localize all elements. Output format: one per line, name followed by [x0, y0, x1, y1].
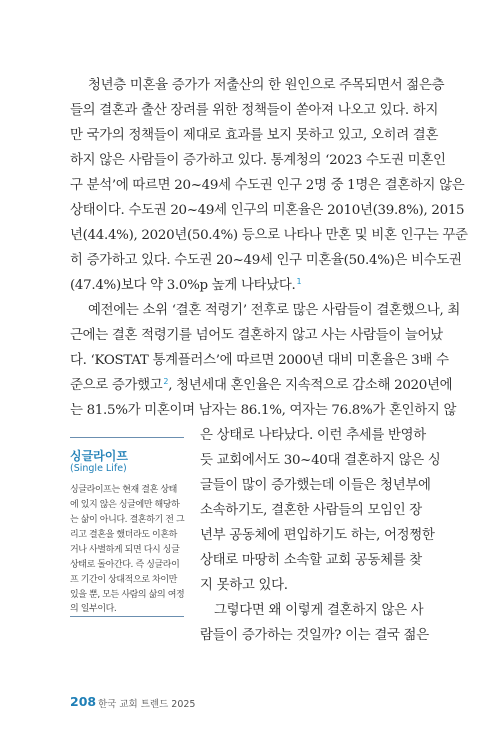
sidebar-subtitle: (Single Life): [70, 463, 127, 474]
sidebar-line-7: 프 기간이 상대적으로 차이만: [70, 575, 177, 585]
sidebar-line-9: 의 일부이다.: [70, 604, 117, 614]
paragraph-1-line-4: 하지 않은 사람들이 증가하고 있다. 통계청의 ‘2023 수도권 미혼인: [70, 153, 446, 168]
paragraph-2-line-4-head: 준으로 증가했고: [70, 378, 163, 393]
page-number: 208: [70, 694, 97, 709]
narrow-line-4: 소속하기도, 결혼한 사람들의 모임인 장: [200, 503, 422, 518]
footnote-marker-1[interactable]: 1: [296, 276, 302, 286]
paragraph-1-line-6: 상태이다. 수도권 20~49세 인구의 미혼율은 2010년(39.8%), 2015: [70, 203, 465, 218]
sidebar-line-2: 에 있지 않은 싱글에만 해당하: [70, 500, 180, 510]
paragraph-2-line-5: 는 81.5%가 미혼이며 남자는 86.1%, 여자는 76.8%가 혼인하지 않: [70, 403, 457, 418]
sidebar-line-1: 싱글라이프는 현재 결혼 상태: [70, 485, 177, 495]
sidebar-line-5: 거나 사별하게 되면 다시 싱글: [70, 545, 180, 555]
footnote-marker-2[interactable]: 2: [163, 376, 169, 386]
sidebar-bottom-rule: [70, 616, 184, 617]
paragraph-1-line-8: 히 증가하고 있다. 수도권 20~49세 인구 미혼율(50.4%)은 비수도권: [70, 253, 462, 268]
sidebar-line-3: 는 삶이 아니다. 결혼하기 전 그: [70, 515, 185, 525]
paragraph-2-line-4-tail: , 청년세대 혼인율은 지속적으로 감소해 2020년에: [168, 378, 453, 393]
running-footer-title: 한국 교회 트렌드 2025: [98, 699, 196, 710]
sidebar-top-rule: [70, 437, 184, 438]
paragraph-1-line-2: 들의 결혼과 출산 장려를 위한 정책들이 쏟아져 나오고 있다. 하지: [70, 103, 439, 118]
paragraph-1-line-9-text: (47.4%)보다 약 3.0%p 높게 나타났다.: [70, 278, 296, 293]
paragraph-2-line-3: 다. ‘KOSTAT 통계플러스’에 따르면 2000년 대비 미혼율은 3배 수: [70, 353, 449, 368]
sidebar-line-8: 있을 뿐, 모든 사람의 삶의 여정: [70, 590, 185, 600]
narrow-line-3: 글들이 많이 증가했는데 이들은 청년부에: [200, 478, 431, 493]
sidebar-title: 싱글라이프: [70, 449, 128, 463]
sidebar-line-4: 리고 결혼을 했더라도 이혼하: [70, 530, 177, 540]
paragraph-1-line-9: [70, 274, 430, 293]
paragraph-1-line-7: 년(44.4%), 2020년(50.4%) 등으로 나타나 만혼 및 비혼 인구는 꾸준: [70, 228, 468, 243]
narrow-line-6: 상태로 마땅히 소속할 교회 공동체를 찾: [200, 553, 422, 568]
narrow-line-5: 년부 공동체에 편입하기도 하는, 어정쩡한: [200, 528, 435, 543]
paragraph-1-line-5: 구 분석’에 따르면 20~49세 수도권 인구 2명 중 1명은 결혼하지 않은: [70, 178, 465, 193]
paragraph-1-line-1: 청년층 미혼율 증가가 저출산의 한 원인으로 주목되면서 젊은층: [88, 78, 445, 93]
narrow-line-2: 듯 교회에서도 30~40대 결혼하지 않은 싱: [200, 453, 441, 468]
paragraph-2-line-4: [70, 374, 453, 393]
paragraph-1-line-3: 만 국가의 정책들이 제대로 효과를 보지 못하고 있고, 오히려 결혼: [70, 128, 439, 143]
narrow-line-9: 람들이 증가하는 것일까? 이는 결국 젊은: [200, 628, 429, 643]
narrow-line-8: 그렇다면 왜 이렇게 결혼하지 않은 사: [214, 603, 424, 618]
sidebar-line-6: 상태로 돌아간다. 즉 싱글라이: [70, 560, 180, 570]
paragraph-2-line-1: 예전에는 소위 ‘결혼 적령기’ 전후로 많은 사람들이 결혼했으나, 최: [88, 303, 461, 318]
paragraph-2-line-2: 근에는 결혼 적령기를 넘어도 결혼하지 않고 사는 사람들이 늘어났: [70, 328, 443, 343]
narrow-line-7: 지 못하고 있다.: [200, 578, 288, 593]
narrow-line-1: 은 상태로 나타났다. 이런 추세를 반영하: [200, 428, 426, 443]
